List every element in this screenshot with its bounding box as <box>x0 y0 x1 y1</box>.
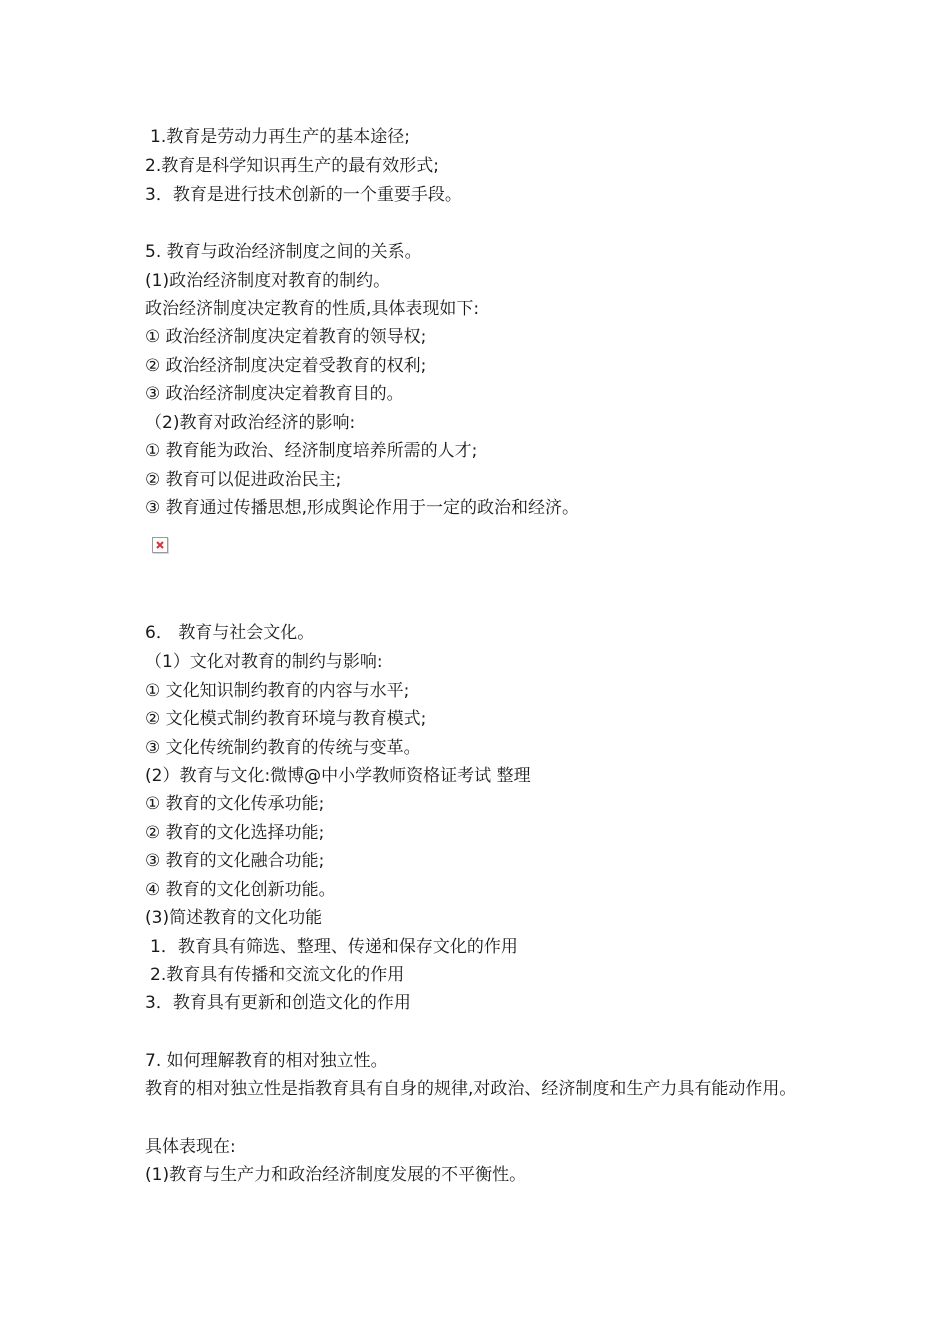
text-line: 3．教育是进行技术创新的一个重要手段。 <box>145 185 462 205</box>
text-line: (1)政治经济制度对教育的制约。 <box>145 271 391 291</box>
text-line: 1.教育是劳动力再生产的基本途径; <box>150 127 410 147</box>
section-heading: 6． 教育与社会文化。 <box>145 623 315 643</box>
list-item: ① 文化知识制约教育的内容与水平; <box>145 681 410 701</box>
text-line: (2）教育与文化:微博@中小学教师资格证考试 整理 <box>145 766 531 786</box>
broken-image-icon <box>152 537 168 553</box>
text-line: (3)简述教育的文化功能 <box>145 908 323 928</box>
list-item: ② 教育的文化选择功能; <box>145 823 325 843</box>
paragraph: 教育的相对独立性是指教育具有自身的规律,对政治、经济制度和生产力具有能动作用。 <box>145 1079 797 1099</box>
list-item: ③ 文化传统制约教育的传统与变革。 <box>145 738 421 758</box>
list-item: ② 教育可以促进政治民主; <box>145 470 342 490</box>
section-heading: 5. 教育与政治经济制度之间的关系。 <box>145 242 422 262</box>
text-line: 政治经济制度决定教育的性质,具体表现如下: <box>145 299 480 319</box>
text-line: （1）文化对教育的制约与影响: <box>145 652 383 672</box>
list-item: ④ 教育的文化创新功能。 <box>145 880 336 900</box>
text-line: （2)教育对政治经济的影响: <box>145 413 356 433</box>
text-line: 2.教育是科学知识再生产的最有效形式; <box>145 156 439 176</box>
text-line: 具体表现在: <box>145 1137 236 1157</box>
text-line: (1)教育与生产力和政治经济制度发展的不平衡性。 <box>145 1165 527 1185</box>
section-heading: 7. 如何理解教育的相对独立性。 <box>145 1051 388 1071</box>
list-item: ③ 教育的文化融合功能; <box>145 851 325 871</box>
list-item: ③ 政治经济制度决定着教育目的。 <box>145 384 404 404</box>
list-item: ① 教育能为政治、经济制度培养所需的人才; <box>145 441 478 461</box>
list-item: ② 文化模式制约教育环境与教育模式; <box>145 709 427 729</box>
list-item: ③ 教育通过传播思想,形成舆论作用于一定的政治和经济。 <box>145 498 580 518</box>
list-item: 2.教育具有传播和交流文化的作用 <box>150 965 405 985</box>
list-item: ① 教育的文化传承功能; <box>145 794 325 814</box>
list-item: ① 政治经济制度决定着教育的领导权; <box>145 327 427 347</box>
list-item: ② 政治经济制度决定着受教育的权利; <box>145 356 427 376</box>
list-item: 1．教育具有筛选、整理、传递和保存文化的作用 <box>150 937 518 957</box>
list-item: 3．教育具有更新和创造文化的作用 <box>145 993 411 1013</box>
